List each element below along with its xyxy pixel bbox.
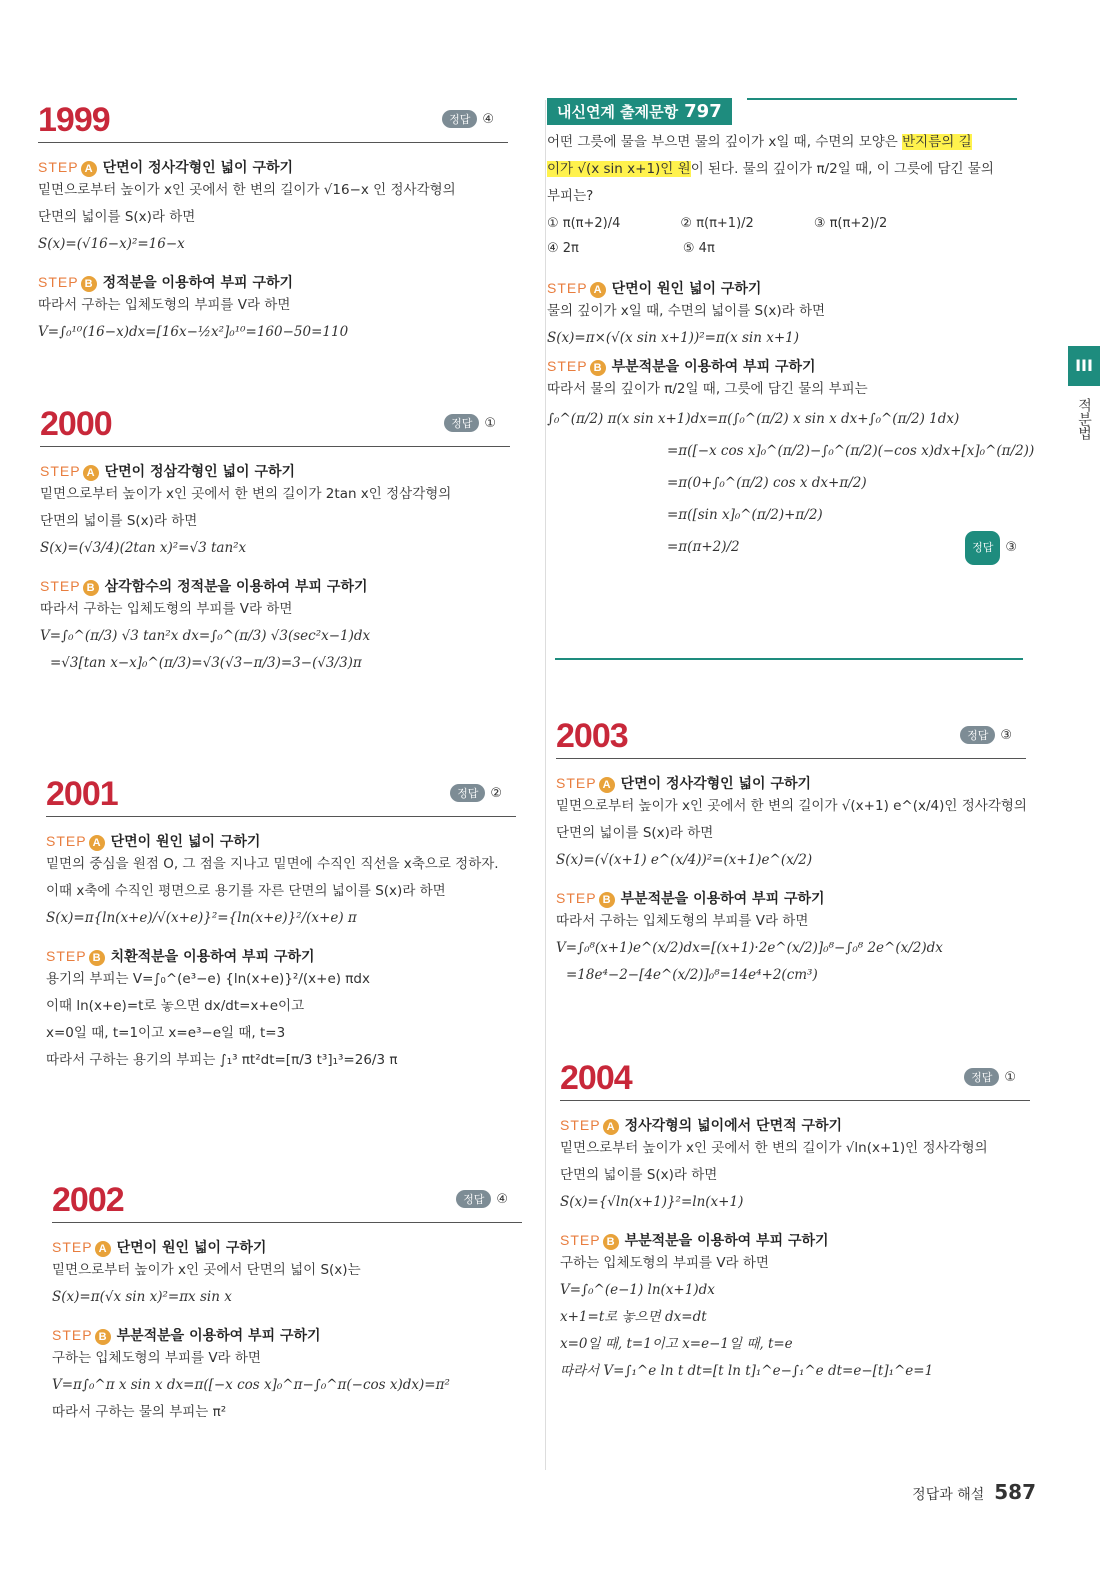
text-line: 물의 깊이가 x일 때, 수면의 넓이를 S(x)라 하면	[547, 303, 826, 319]
text-line: 단면의 넓이를 S(x)라 하면	[38, 209, 196, 225]
step-b: STEP B 치환적분을 이용하여 부피 구하기	[46, 948, 315, 965]
text-line: 따라서 구하는 용기의 부피는 ∫₁³ πt²dt=[π/3 t³]₁³=26/3 π	[46, 1052, 398, 1068]
problem-2001	[46, 774, 516, 1074]
problem-2002	[52, 1180, 522, 1426]
step-b: STEP B 정적분을 이용하여 부피 구하기	[38, 274, 294, 291]
text-line: 밑면으로부터 높이가 x인 곳에서 한 변의 길이가 √ln(x+1)인 정사각형의	[560, 1140, 988, 1156]
answer-badge: 정답 ②	[450, 784, 502, 802]
problem-number: 2001	[46, 775, 118, 813]
problem-header	[556, 716, 1026, 759]
question-line: 이가 √(x sin x+1)인 원이 된다. 물의 깊이가 π/2일 때, 이 그릇에 담긴 물의	[547, 161, 994, 177]
formula: 따라서 V=∫₁^e ln t dt=[t ln t]₁^e−∫₁^e dt=e−[t]₁^e=1	[560, 1363, 934, 1379]
answer-badge: 정답 ④	[442, 110, 494, 128]
text-line: 따라서 구하는 물의 부피는 π²	[52, 1404, 227, 1420]
formula: V=∫₀^(π/3) √3 tan²x dx=∫₀^(π/3) √3(sec²x−1)dx	[40, 628, 371, 644]
problem-header	[52, 1180, 522, 1223]
chapter-label: 적분법	[1076, 398, 1092, 440]
formula: S(x)=(√16−x)²=16−x	[38, 236, 185, 252]
column-divider	[545, 100, 546, 1470]
page-footer	[912, 1480, 1036, 1504]
problem-number: 2002	[52, 1181, 124, 1219]
answer-badge: 정답 ①	[444, 414, 496, 432]
text-line: 따라서 물의 깊이가 π/2일 때, 그릇에 담긴 물의 부피는	[547, 381, 868, 397]
choice-1[interactable]: ① π(π+2)/4	[547, 216, 621, 231]
text-line: 구하는 입체도형의 부피를 V라 하면	[560, 1255, 769, 1271]
formula: =√3[tan x−x]₀^(π/3)=√3(√3−π/3)=3−(√3/3)π	[50, 655, 362, 671]
choice-3[interactable]: ③ π(π+2)/2	[813, 216, 888, 231]
formula: x+1=t로 놓으면 dx=dt	[560, 1309, 707, 1325]
formula: S(x)=(√(x+1) e^(x/4))²=(x+1)e^(x/2)	[556, 852, 813, 868]
formula: S(x)={√ln(x+1)}²=ln(x+1)	[560, 1194, 744, 1210]
problem-header	[38, 100, 508, 143]
formula: V=∫₀¹⁰(16−x)dx=[16x−½x²]₀¹⁰=160−50=110	[38, 324, 349, 340]
formula: =18e⁴−2−[4e^(x/2)]₀⁸=14e⁴+2(cm³)	[566, 967, 818, 983]
answer-badge: 정답 ①	[964, 1068, 1016, 1086]
question-line: 어떤 그릇에 물을 부으면 물의 깊이가 x일 때, 수면의 모양은 반지름의 길	[547, 134, 972, 150]
problem-header	[46, 774, 516, 817]
problem-number: 1999	[38, 101, 110, 139]
step-b: STEP B 부분적분을 이용하여 부피 구하기	[547, 358, 816, 375]
step-b: STEP B 부분적분을 이용하여 부피 구하기	[560, 1232, 829, 1249]
step-b: STEP B 삼각함수의 정적분을 이용하여 부피 구하기	[40, 578, 368, 595]
text-line: 이때 x축에 수직인 평면으로 용기를 자른 단면의 넓이를 S(x)라 하면	[46, 883, 446, 899]
text-line: 단면의 넓이를 S(x)라 하면	[560, 1167, 718, 1183]
text-line: 단면의 넓이를 S(x)라 하면	[40, 513, 198, 529]
step-b: STEP B 부분적분을 이용하여 부피 구하기	[556, 890, 825, 907]
highlight: 이가 √(x sin x+1)인 원	[547, 161, 691, 177]
formula: S(x)=π×(√(x sin x+1))²=π(x sin x+1)	[547, 330, 799, 346]
problem-header	[560, 1058, 1030, 1101]
choice-4[interactable]: ④ 2π	[547, 241, 579, 256]
text-line: 밑면으로부터 높이가 x인 곳에서 한 변의 길이가 √16−x 인 정사각형의	[38, 182, 456, 198]
step-a: STEP A 단면이 정사각형인 넓이 구하기	[556, 775, 812, 792]
step-a: STEP A 단면이 원인 넓이 구하기	[46, 833, 261, 850]
formula: =π([sin x]₀^(π/2)+π/2)	[667, 507, 823, 523]
problem-2000	[40, 404, 510, 677]
step-a: STEP A 단면이 원인 넓이 구하기	[52, 1239, 267, 1256]
problem-2003	[556, 716, 1026, 989]
step-a: STEP A 단면이 원인 넓이 구하기	[547, 280, 762, 297]
step-a: STEP A 정사각형의 넓이에서 단면적 구하기	[560, 1117, 843, 1134]
step-a: STEP A 단면이 정사각형인 넓이 구하기	[38, 159, 294, 176]
problem-1999	[38, 100, 508, 346]
formula: S(x)=π(√x sin x)²=πx sin x	[52, 1289, 232, 1305]
question-line: 부피는?	[547, 188, 594, 204]
text-line: 따라서 구하는 입체도형의 부피를 V라 하면	[38, 297, 291, 313]
formula: V=∫₀^(e−1) ln(x+1)dx	[560, 1282, 715, 1298]
text-line: 단면의 넓이를 S(x)라 하면	[556, 825, 714, 841]
formula: =π(0+∫₀^(π/2) cos x dx+π/2)	[667, 475, 867, 491]
page-number: 587	[994, 1480, 1036, 1504]
choice-5[interactable]: ⑤ 4π	[682, 241, 715, 256]
box-rule	[747, 98, 1017, 100]
highlight: 반지름의 길	[902, 134, 972, 150]
text-line: 구하는 입체도형의 부피를 V라 하면	[52, 1350, 261, 1366]
choices-row	[547, 241, 1017, 256]
answer-badge: 정답 ④	[456, 1190, 508, 1208]
text-line: 밑면의 중심을 원점 O, 그 점을 지나고 밑면에 수직인 직선을 x축으로 정하자.	[46, 856, 499, 872]
text-line: 따라서 구하는 입체도형의 부피를 V라 하면	[556, 913, 809, 929]
box-bottom-rule	[555, 658, 1023, 660]
formula: S(x)=π{ln(x+e)/√(x+e)}²={ln(x+e)}²/(x+e) π	[46, 910, 357, 926]
text-line: 따라서 구하는 입체도형의 부피를 V라 하면	[40, 601, 293, 617]
choices-row	[547, 216, 1017, 231]
problem-2004	[560, 1058, 1030, 1385]
formula: V=∫₀⁸(x+1)e^(x/2)dx=[(x+1)·2e^(x/2)]₀⁸−∫₀⁸ 2e^(x/2)dx	[556, 940, 943, 956]
problem-number: 2003	[556, 717, 628, 755]
chapter-tab[interactable]: III	[1068, 346, 1100, 386]
footer-label: 정답과 해설	[912, 1487, 985, 1503]
problem-number: 2004	[560, 1059, 632, 1097]
formula: S(x)=(√3/4)(2tan x)²=√3 tan²x	[40, 540, 247, 556]
answer-badge: 정답 ③	[965, 531, 1017, 565]
formula: ∫₀^(π/2) π(x sin x+1)dx=π(∫₀^(π/2) x sin x dx+∫₀^(π/2) 1dx)	[547, 411, 960, 427]
text-line: 용기의 부피는 V=∫₀^(e³−e) {ln(x+e)}²/(x+e) πdx	[46, 971, 370, 987]
answer-badge: 정답 ③	[960, 726, 1012, 744]
problem-tag: 내신연계 출제문항 797	[547, 98, 732, 125]
choice-2[interactable]: ② π(π+1)/2	[680, 216, 754, 231]
formula: V=π∫₀^π x sin x dx=π([−x cos x]₀^π−∫₀^π(−cos x)dx)=π²	[52, 1377, 450, 1393]
step-b: STEP B 부분적분을 이용하여 부피 구하기	[52, 1327, 321, 1344]
text-line: 이때 ln(x+e)=t로 놓으면 dx/dt=x+e이고	[46, 998, 305, 1014]
text-line: 밑면으로부터 높이가 x인 곳에서 한 변의 길이가 2tan x인 정삼각형의	[40, 486, 452, 502]
problem-header	[40, 404, 510, 447]
related-problem-797	[547, 98, 1035, 563]
step-a: STEP A 단면이 정삼각형인 넓이 구하기	[40, 463, 296, 480]
text-line: 밑면으로부터 높이가 x인 곳에서 단면의 넓이 S(x)는	[52, 1262, 361, 1278]
problem-number: 2000	[40, 405, 112, 443]
text-line: x=0일 때, t=1이고 x=e³−e일 때, t=3	[46, 1025, 286, 1041]
formula: x=0일 때, t=1이고 x=e−1일 때, t=e	[560, 1336, 793, 1352]
formula: =π(π+2)/2 정답 ③	[547, 531, 1017, 563]
text-line: 밑면으로부터 높이가 x인 곳에서 한 변의 길이가 √(x+1) e^(x/4)인 정사각형의	[556, 798, 1027, 814]
formula: =π([−x cos x]₀^(π/2)−∫₀^(π/2)(−cos x)dx+[x]₀^(π/2))	[667, 443, 1035, 459]
